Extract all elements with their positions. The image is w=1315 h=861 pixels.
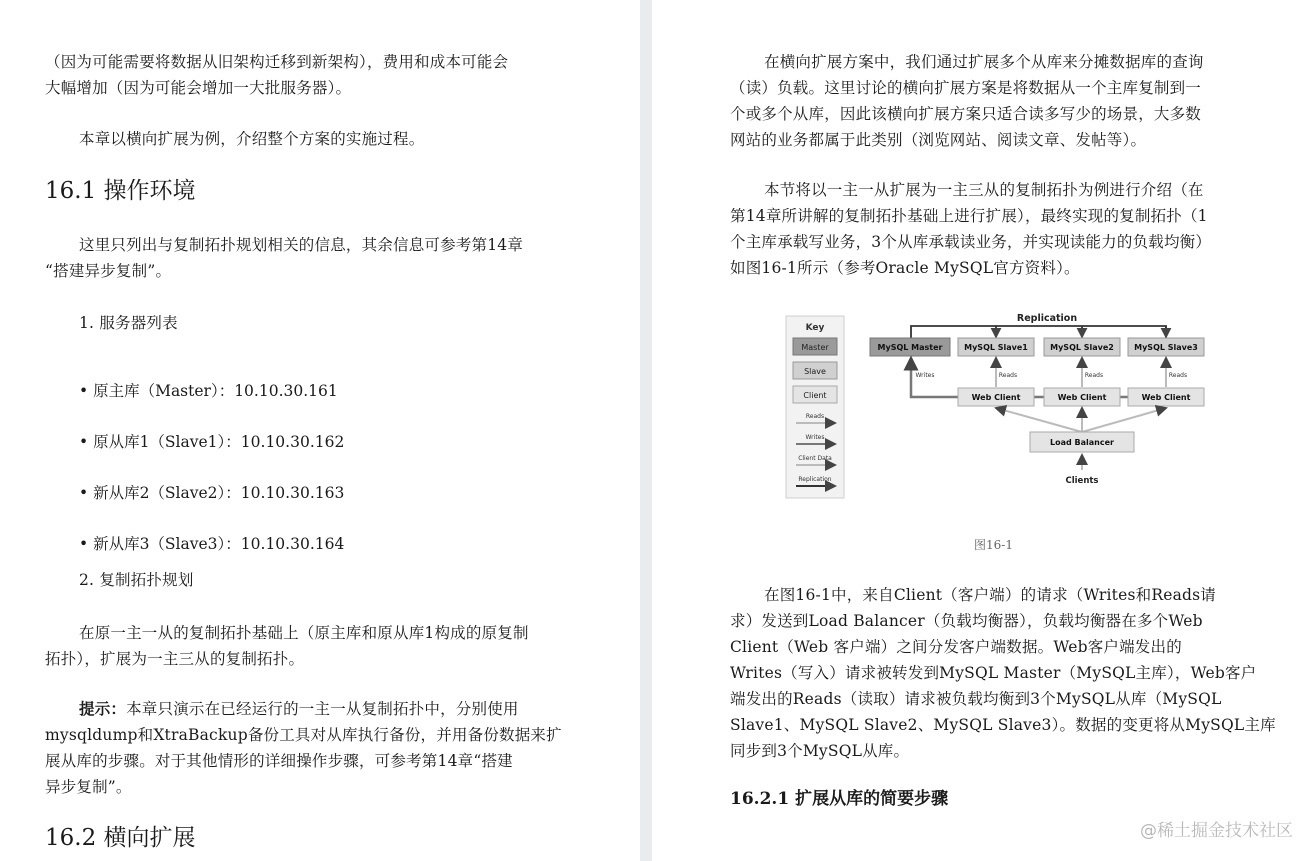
writes-label: Writes (915, 372, 935, 379)
web-client-1-label: Web Client (971, 393, 1021, 402)
server-item: • 原主库（Master）：10.10.30.161 (79, 381, 338, 400)
paragraph-line: 个主库承载写业务，3个从库承载读业务，并实现读能力的负载均衡） (730, 233, 1212, 251)
key-writes-label: Writes (805, 434, 825, 441)
tip-text: 本章只演示在已经运行的一主一从复制拓扑中，分别使用 (126, 700, 519, 718)
paragraph-line: “搭建异步复制”。 (45, 262, 172, 280)
mysql-slave1-label: MySQL Slave1 (964, 343, 1028, 352)
paragraph-line: （因为可能需要将数据从旧架构迁移到新架构），费用和成本可能会 (45, 53, 509, 71)
paragraph-line: 大幅增加（因为可能会增加一大批服务器）。 (45, 79, 352, 97)
section-heading-16-2: 16.2 横向扩展 (45, 825, 196, 851)
page-gutter (640, 0, 652, 861)
load-balancer-label: Load Balancer (1050, 438, 1114, 447)
replication-title: Replication (1016, 313, 1078, 324)
paragraph-line: 同步到3个MySQL从库。 (730, 742, 910, 760)
figure-caption: 图16-1 (974, 538, 1013, 552)
reads-label-2: Reads (1084, 372, 1104, 379)
clients-label: Clients (1065, 476, 1099, 486)
key-replication-label: Replication (798, 476, 832, 483)
right-page (652, 0, 1315, 861)
tip-line (79, 696, 519, 722)
paragraph-line: （读）负载。这里讨论的横向扩展方案是将数据从一个主库复制到一 (730, 79, 1202, 97)
key-title: Key (805, 323, 825, 333)
paragraph-line: 网站的业务都属于此类别（浏览网站、阅读文章、发帖等）。 (730, 131, 1147, 149)
left-page (0, 0, 640, 861)
tip-line: mysqldump和XtraBackup备份工具对从库执行备份，并用备份数据来扩 (45, 726, 562, 744)
server-item: • 新从库3（Slave3）：10.10.30.164 (79, 534, 345, 553)
tip-line: 展从库的步骤。对于其他情形的详细操作步骤，可参考第14章“搭建 (45, 752, 513, 770)
watermark: @稀土掘金技术社区 (1140, 821, 1293, 841)
list-title-servers: 1. 服务器列表 (79, 314, 178, 332)
paragraph-line: Client（Web 客户端）之间分发客户端数据。Web客户端发出的 (730, 638, 1182, 656)
tip-line: 异步复制”。 (45, 778, 132, 796)
server-item: • 原从库1（Slave1）：10.10.30.162 (79, 432, 345, 451)
paragraph-line: Slave1、MySQL Slave2、MySQL Slave3）。数据的变更将从MySQL主库 (730, 716, 1276, 734)
paragraph-line: 如图16-1所示（参考Oracle MySQL官方资料）。 (730, 259, 1080, 277)
paragraph-line: 端发出的Reads（读取）请求被负载均衡到3个MySQL从库（MySQL (730, 690, 1222, 708)
reads-label-3: Reads (1168, 372, 1188, 379)
writes-line (911, 358, 1164, 397)
paragraph-line: 在横向扩展方案中，我们通过扩展多个从库来分摊数据库的查询 (764, 53, 1204, 71)
paragraph-line: 在图16-1中，来自Client（客户端）的请求（Writes和Reads请 (764, 586, 1217, 604)
reads-label-1: Reads (998, 372, 1018, 379)
tip-label: 提示： (79, 699, 127, 718)
paragraph-line: 拓扑），扩展为一主三从的复制拓扑。 (45, 650, 305, 668)
lb-arrow-1 (996, 408, 1082, 432)
mysql-slave3-label: MySQL Slave3 (1134, 343, 1198, 352)
paragraph-line: 在原一主一从的复制拓扑基础上（原主库和原从库1构成的原复制 (79, 624, 529, 642)
list-title-topology: 2. 复制拓扑规划 (79, 571, 194, 589)
mysql-master-label: MySQL Master (877, 343, 943, 352)
key-client-label: Client (803, 391, 827, 400)
mysql-slave2-label: MySQL Slave2 (1050, 343, 1114, 352)
section-heading-16-1: 16.1 操作环境 (45, 178, 196, 204)
web-client-3-label: Web Client (1141, 393, 1191, 402)
lb-arrow-3 (1082, 408, 1166, 432)
paragraph-line: 这里只列出与复制拓扑规划相关的信息，其余信息可参考第14章 (79, 236, 524, 254)
paragraph-line: 本节将以一主一从扩展为一主三从的复制拓扑为例进行介绍（在 (764, 181, 1204, 199)
paragraph: 本章以横向扩展为例，介绍整个方案的实施过程。 (79, 130, 425, 148)
key-master-label: Master (801, 343, 829, 352)
paragraph-line: 求）发送到Load Balancer（负载均衡器），负载均衡器在多个Web (730, 612, 1203, 630)
server-item: • 新从库2（Slave2）：10.10.30.163 (79, 483, 345, 502)
subsection-heading-16-2-1: 16.2.1 扩展从库的简要步骤 (730, 789, 949, 809)
replication-diagram (780, 308, 1212, 503)
web-client-2-label: Web Client (1057, 393, 1107, 402)
paragraph-line: 个或多个从库，因此该横向扩展方案只适合读多写少的场景，大多数 (730, 105, 1202, 123)
key-client-data-label: Client Data (798, 455, 832, 462)
paragraph-line: 第14章所讲解的复制拓扑基础上进行扩展），最终实现的复制拓扑（1 (730, 207, 1208, 225)
replication-line (911, 326, 1166, 338)
key-reads-label: Reads (805, 413, 825, 420)
key-slave-label: Slave (804, 367, 826, 376)
paragraph-line: Writes（写入）请求被转发到MySQL Master（MySQL主库），Web客户 (730, 664, 1257, 682)
